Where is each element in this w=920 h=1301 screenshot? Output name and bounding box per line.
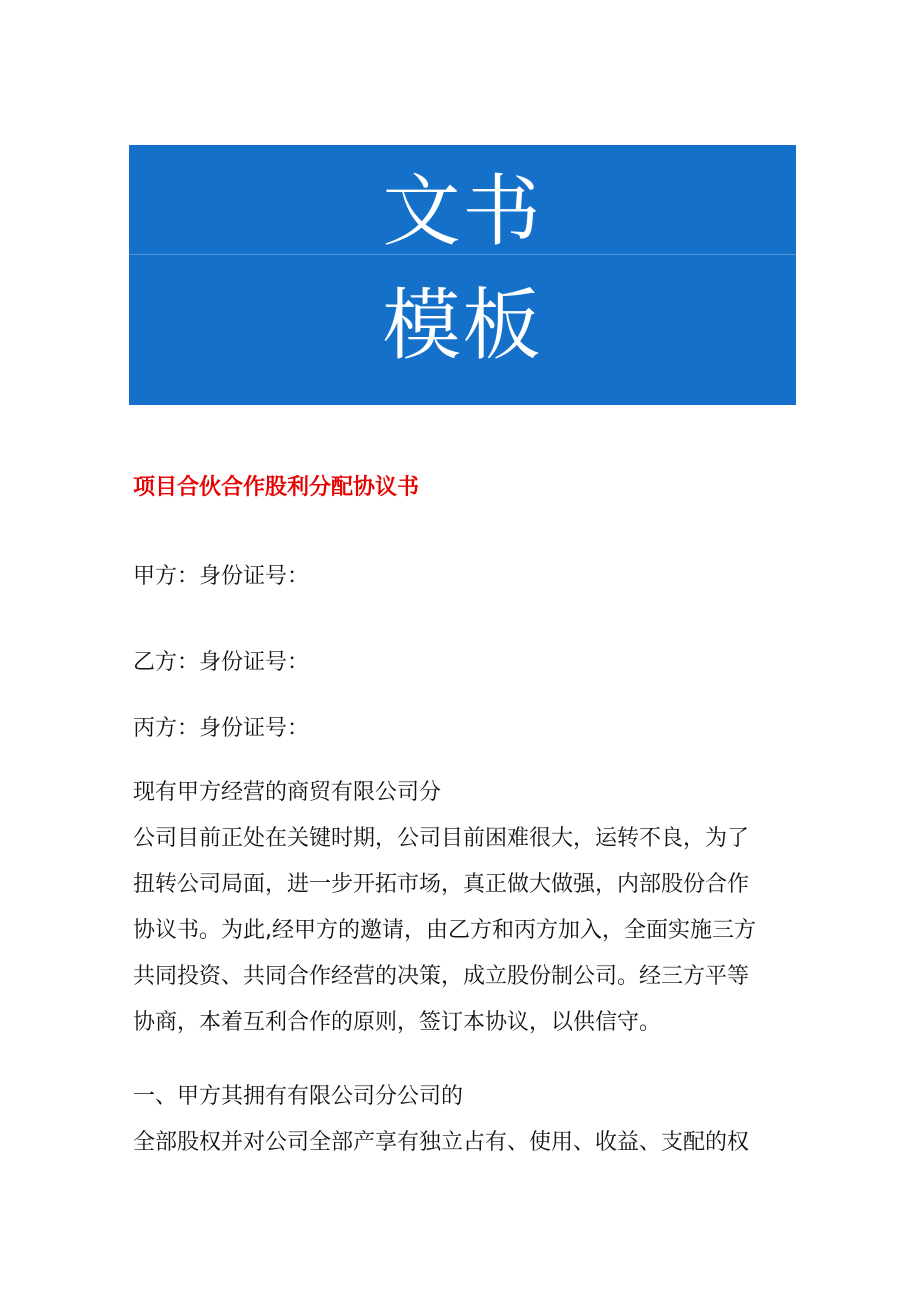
template-banner xyxy=(129,145,796,405)
party-a-line: 甲方：身份证号： xyxy=(133,564,310,589)
paragraph-line: 扭转公司局面，进一步开拓市场，真正做大做强，内部股份合作 xyxy=(133,872,750,897)
paragraph-line: 共同投资、共同合作经营的决策，成立股份制公司。经三方平等 xyxy=(133,964,750,989)
banner-line-1: 文书 xyxy=(382,167,543,257)
paragraph-line: 协议书。为此,经甲方的邀请，由乙方和丙方加入，全面实施三方 xyxy=(133,918,756,943)
banner-line-2: 模板 xyxy=(382,281,543,371)
intro-paragraph xyxy=(133,816,756,1046)
paragraph-line: 协商，本着互利合作的原则，签订本协议，以供信守。 xyxy=(133,1010,662,1035)
intro-heading: 现有甲方经营的商贸有限公司分 xyxy=(133,780,442,805)
section-1-paragraph xyxy=(133,1120,749,1166)
section-1-heading: 一、甲方其拥有有限公司分公司的 xyxy=(133,1084,464,1109)
paragraph-line: 全部股权并对公司全部产享有独立占有、使用、收益、支配的权 xyxy=(133,1130,750,1155)
party-b-line: 乙方：身份证号： xyxy=(133,650,310,675)
paragraph-line: 公司目前正处在关键时期，公司目前困难很大，运转不良，为了 xyxy=(133,826,750,851)
document-title: 项目合伙合作股利分配协议书 xyxy=(133,475,420,500)
party-c-line: 丙方：身份证号： xyxy=(133,716,310,741)
